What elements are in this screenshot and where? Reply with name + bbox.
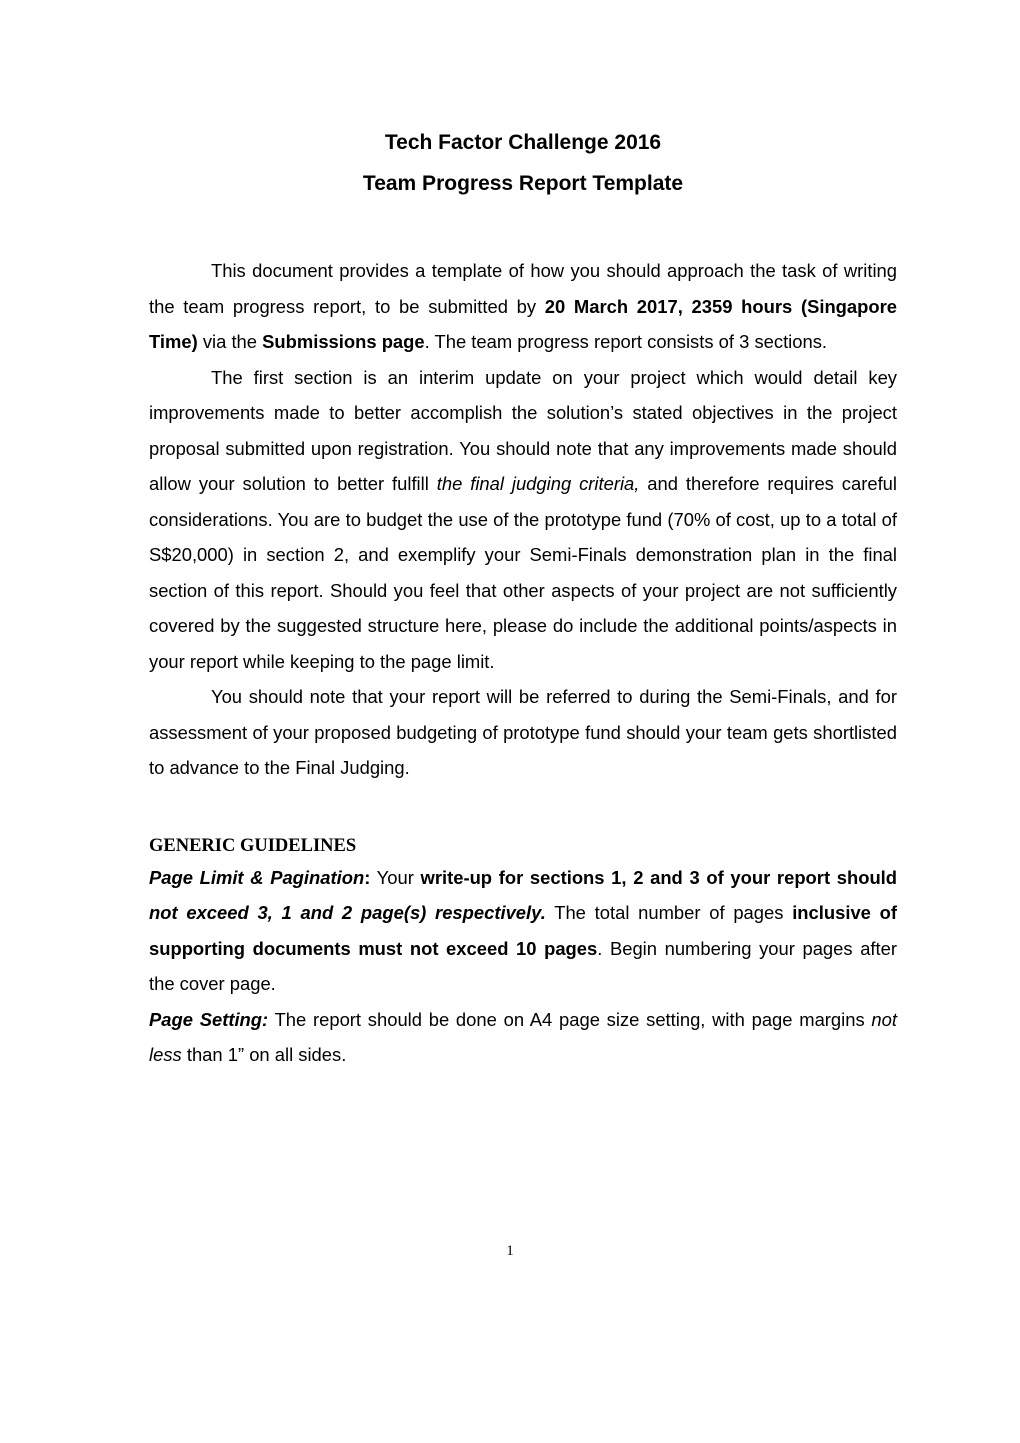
page-setting-guideline — [149, 1002, 897, 1073]
page-limit-label: Page Limit & Pagination — [149, 866, 365, 888]
intro-paragraph-2 — [149, 360, 897, 680]
page-setting-text-2: than 1” on all sides. — [181, 1044, 347, 1065]
intro-p1-text-1: This document provides a template of how you should approach the task of writing the team progress report, to be submitted by — [149, 260, 897, 317]
intro-paragraph-3: You should note that your report will be referred to during the Semi-Finals, and for assessment of your proposed budgeting of prototype fund should your team gets shortlisted to advance to the Final Judging. — [149, 686, 897, 778]
page-limit-colon: : — [364, 866, 371, 888]
intro-p1-text-2: via the — [197, 331, 263, 352]
page-limit-text-1: Your — [370, 866, 421, 888]
page-setting-text-1: The report should be done on A4 page size setting, with page margins — [268, 1008, 872, 1030]
page-limit-text-3: . Begin numbering your pages after the cover page. — [149, 937, 897, 994]
generic-guidelines-heading: GENERIC GUIDELINES — [149, 835, 357, 856]
submission-deadline: 20 March 2017, 2359 hours (Singapore Time) — [149, 295, 897, 352]
page-number: 1 — [506, 1243, 514, 1259]
submissions-page-reference: Submissions page — [262, 331, 425, 352]
intro-p1-text-3: . The team progress report consists of 3 sections. — [424, 331, 828, 352]
judging-criteria-reference: the final judging criteria, — [436, 473, 640, 494]
page-limit-bold-1: write-up for sections 1, 2 and 3 of your report should — [420, 866, 898, 888]
intro-paragraph-1 — [149, 253, 897, 360]
intro-p2-text-2: and therefore requires careful considerations. You are to budget the use of the prototype fund (70% of cost, up to a total of S$20,000) in section 2, and exemplify your Semi-Finals demonstration plan in the final section of this report. Should you feel that other aspects of your project are not sufficiently covered by the suggested structure here, please do include the additional points/aspects in your report while keeping to the page limit. — [149, 473, 897, 672]
page-limit-text-2: The total number of pages — [545, 902, 793, 923]
document-subtitle: Team Progress Report Template — [362, 172, 684, 195]
page-limit-bold-italic: not exceed 3, 1 and 2 page(s) respectively. — [149, 902, 546, 923]
page-setting-italic: not less — [149, 1008, 897, 1065]
page-limit-bold-2: inclusive of supporting documents must not exceed 10 pages — [149, 902, 897, 959]
document-title: Tech Factor Challenge 2016 — [384, 131, 662, 154]
page-content — [149, 122, 897, 1073]
page-setting-label: Page Setting: — [149, 1008, 269, 1030]
intro-p2-text-1: The first section is an interim update on your project which would detail key improvements made to better accomplish the solution’s stated objectives in the project proposal submitted upon registration. You should note that any improvements made should allow your solution to better fulfill — [149, 366, 897, 494]
introduction-section — [149, 253, 897, 786]
page-limit-guideline — [149, 860, 897, 1002]
